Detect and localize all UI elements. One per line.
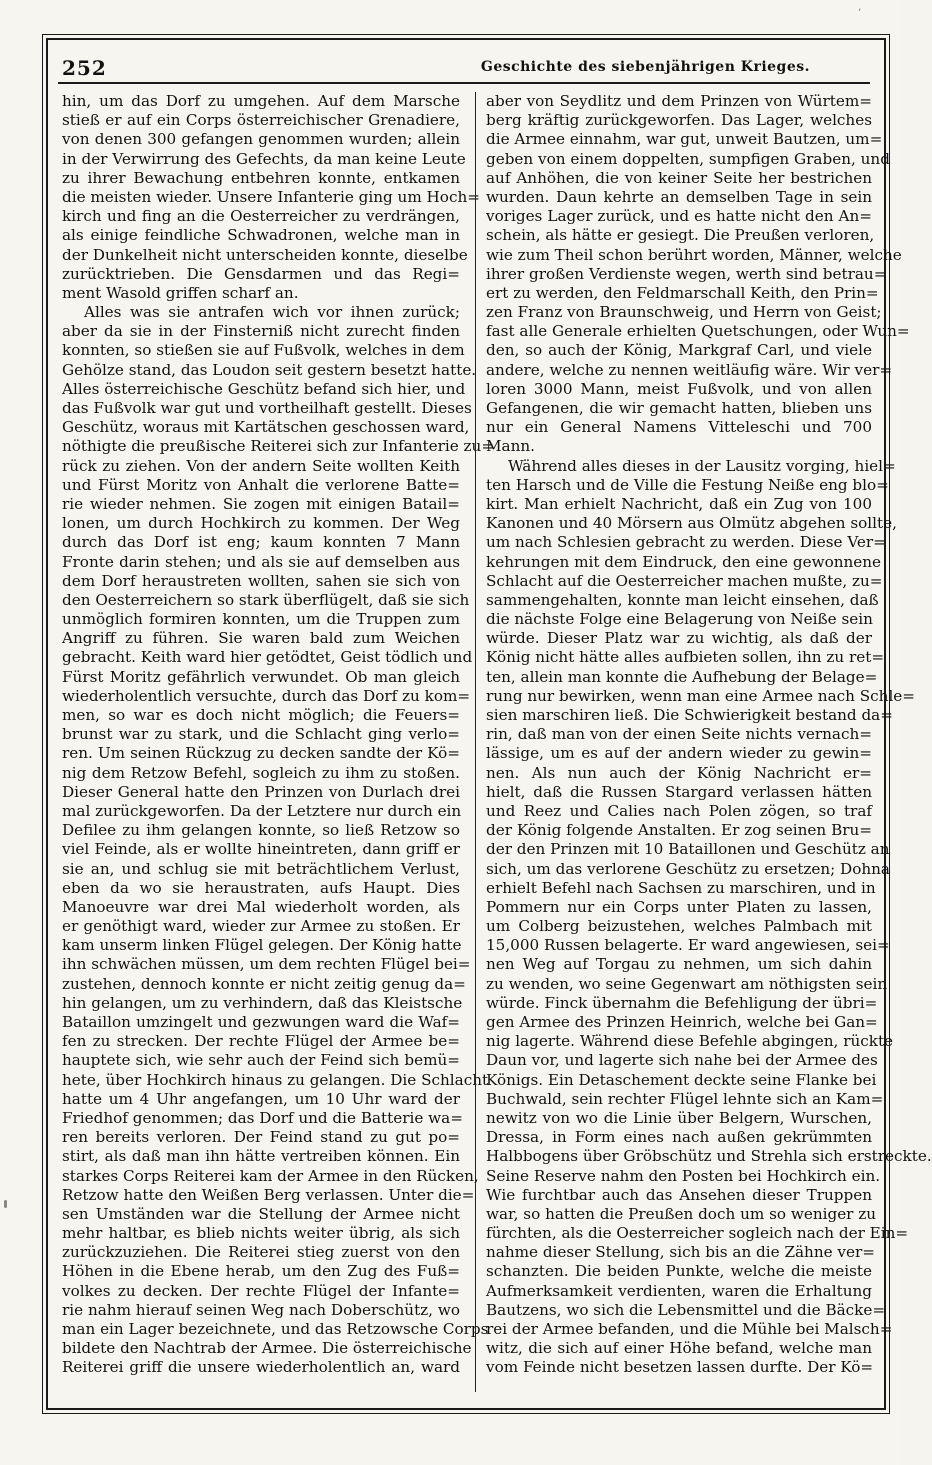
text-line: die Armee einnahm, war gut, unweit Bautzen, um= bbox=[486, 130, 883, 149]
text-line: sen Umständen war die Stellung der Armee nicht bbox=[62, 1204, 460, 1223]
text-line: der den Prinzen mit 10 Bataillonen und Geschütz an bbox=[486, 840, 890, 859]
text-line: geben von einem doppelten, sumpfigen Graben, und bbox=[486, 149, 890, 168]
text-line: rie wieder nehmen. Sie zogen mit einigen Batail= bbox=[62, 494, 460, 513]
running-title: Geschichte des siebenjährigen Krieges. bbox=[480, 59, 810, 75]
text-line: viel Feinde, als er wollte hineintreten, dann griff er bbox=[62, 840, 460, 859]
text-line: unmöglich formiren konnten, um die Truppen zum bbox=[62, 610, 460, 629]
text-line: das Fußvolk war gut und vortheilhaft gestellt. Dieses bbox=[62, 399, 472, 417]
text-line: Schlacht auf die Oesterreicher machen mußte, zu= bbox=[486, 571, 883, 590]
text-line: Halbbogens über Gröbschütz und Strehla sich erstreckte. bbox=[486, 1147, 932, 1166]
text-line: Angriff zu führen. Sie waren bald zum Weichen bbox=[62, 629, 460, 648]
text-line: hielt, daß die Russen Stargard verlassen hätten bbox=[486, 782, 872, 801]
text-line: nen. Als nun auch der König Nachricht er= bbox=[486, 763, 872, 782]
text-line: wurden. Daun kehrte an demselben Tage in sein bbox=[486, 187, 872, 206]
text-line: der König folgende Anstalten. Er zog seinen Bru= bbox=[486, 821, 872, 840]
text-line: ert zu werden, den Feldmarschall Keith, den Prin= bbox=[486, 283, 879, 302]
text-line: Gehölze stand, das Loudon seit gestern besetzt hatte. bbox=[62, 360, 477, 379]
text-line: Friedhof genommen; das Dorf und die Batterie wa= bbox=[62, 1108, 463, 1127]
text-line: rie nahm hierauf seinen Weg nach Doberschütz, wo bbox=[62, 1300, 460, 1319]
corner-mark: ’ bbox=[858, 8, 862, 19]
text-line: hauptete sich, wie sehr auch der Feind sich bemü= bbox=[62, 1051, 460, 1070]
text-line: fast alle Generale erhielten Quetschungen, oder Wun= bbox=[486, 322, 910, 341]
text-columns bbox=[56, 92, 932, 1392]
page-header bbox=[58, 50, 870, 84]
text-line: schanzten. Die beiden Punkte, welche die meiste bbox=[486, 1262, 872, 1281]
text-line: zurückzuziehen. Die Reiterei stieg zuerst von den bbox=[62, 1243, 460, 1262]
right-column bbox=[486, 92, 932, 1392]
text-line: zu wenden, wo seine Gegenwart am nöthigsten sein bbox=[486, 974, 888, 993]
text-line: volkes zu decken. Der rechte Flügel der Infante= bbox=[62, 1281, 460, 1300]
text-line: berg kräftig zurückgeworfen. Das Lager, welches bbox=[486, 111, 872, 130]
text-line: Gefangenen, die wir gemacht hatten, blieben uns bbox=[486, 399, 872, 417]
text-line: sien marschiren ließ. Die Schwierigkeit bestand da= bbox=[486, 706, 893, 724]
text-line: zustehen, dennoch konnte er nicht zeitig genug da= bbox=[62, 974, 466, 993]
text-line: Kanonen und 40 Mörsern aus Olmütz abgehen sollte, bbox=[486, 514, 897, 533]
text-line: lässige, um es auf der andern wieder zu gewin= bbox=[486, 744, 872, 763]
text-line: ihrer großen Verdienste wegen, werth sind betrau= bbox=[486, 264, 887, 283]
text-line: durch das Dorf ist eng; kaum konnten 7 Mann bbox=[62, 533, 460, 552]
text-line: 15,000 Russen belagerte. Er ward angewiesen, sei= bbox=[486, 936, 890, 955]
text-line: Retzow hatte den Weißen Berg verlassen. Unter die= bbox=[62, 1185, 475, 1204]
left-column bbox=[62, 92, 495, 1392]
text-line: stieß er auf ein Corps österreichischer Grenadiere, bbox=[62, 111, 460, 130]
text-line: kirch und fing an die Oesterreicher zu verdrängen, bbox=[62, 207, 460, 226]
text-line: loren 3000 Mann, meist Fußvolk, und von allen bbox=[486, 379, 872, 398]
text-line: Mann. bbox=[486, 437, 535, 456]
text-line: nöthigte die preußische Reiterei sich zur Infanterie zu= bbox=[62, 437, 495, 456]
text-line: als einige feindliche Schwadronen, welche man in bbox=[62, 226, 460, 245]
text-line: auf Anhöhen, die von keiner Seite her bestrichen bbox=[486, 168, 872, 187]
text-line: Während alles dieses in der Lausitz vorging, hiel= bbox=[508, 456, 896, 475]
text-line: witz, die sich auf einer Höhe befand, welche man bbox=[486, 1339, 872, 1358]
text-line: Buchwald, sein rechter Flügel lehnte sich an Kam= bbox=[486, 1089, 884, 1108]
text-line: Defilee zu ihm gelangen konnte, so ließ Retzow so bbox=[62, 821, 460, 840]
text-line: mehr haltbar, es blieb nichts weiter übrig, als sich bbox=[62, 1224, 460, 1243]
text-line: König nicht hätte alles aufbieten sollen, ihn zu ret= bbox=[486, 648, 885, 667]
text-line: men, so war es doch nicht möglich; die Feuers= bbox=[62, 706, 460, 724]
text-line: kirt. Man erhielt Nachricht, daß ein Zug von 100 bbox=[486, 494, 872, 513]
text-line: starkes Corps Reiterei kam der Armee in den Rücken, bbox=[62, 1166, 479, 1185]
text-line: ren. Um seinen Rückzug zu decken sandte der Kö= bbox=[62, 744, 460, 763]
edge-mark bbox=[4, 1200, 7, 1208]
text-line: dem Dorf heraustreten wollten, sahen sie sich von bbox=[62, 571, 460, 590]
text-line: den Oesterreichern so stark überflügelt, daß sie sich bbox=[62, 590, 470, 609]
text-line: Reiterei griff die unsere wiederholentlich an, ward bbox=[62, 1358, 460, 1377]
text-line: brunst war zu stark, und die Schlacht ging verlo= bbox=[62, 725, 460, 744]
text-line: Dressa, in Form eines nach außen gekrümmten bbox=[486, 1128, 872, 1147]
text-line: von denen 300 gefangen genommen wurden; allein bbox=[62, 130, 460, 149]
text-line: hete, über Hochkirch hinaus zu gelangen. Die Schlacht bbox=[62, 1070, 489, 1089]
text-line: zu ihrer Bewachung entbehren konnte, entkamen bbox=[62, 168, 460, 187]
text-line: die meisten wieder. Unsere Infanterie ging um Hoch= bbox=[62, 187, 480, 206]
text-line: aber von Seydlitz und dem Prinzen von Würtem= bbox=[486, 92, 872, 110]
text-line: lonen, um durch Hochkirch zu kommen. Der Weg bbox=[62, 514, 460, 533]
text-line: ihn schwächen müssen, um dem rechten Flügel bei= bbox=[62, 955, 471, 974]
text-line: Geschütz, woraus mit Kartätschen geschossen ward, bbox=[62, 418, 470, 437]
text-line: zurücktrieben. Die Gensdarmen und das Regi= bbox=[62, 264, 460, 283]
text-line: voriges Lager zurück, und es hatte nicht den An= bbox=[486, 207, 872, 226]
text-line: gebracht. Keith ward hier getödtet, Geist tödlich und bbox=[62, 648, 473, 667]
text-line: war, so hatten die Preußen doch um so weniger zu bbox=[486, 1204, 877, 1223]
text-line: rei der Armee befanden, und die Mühle bei Malsch= bbox=[486, 1320, 893, 1338]
text-line: hin, um das Dorf zu umgehen. Auf dem Marsche bbox=[62, 92, 460, 110]
text-line: ren bereits verloren. Der Feind stand zu gut po= bbox=[62, 1128, 460, 1147]
text-line: Höhen in die Ebene herab, um den Zug des Fuß= bbox=[62, 1262, 460, 1281]
text-line: der Dunkelheit nicht unterscheiden konnte, dieselbe bbox=[62, 245, 468, 264]
text-line: vom Feinde nicht besetzen lassen durfte. Der Kö= bbox=[486, 1358, 874, 1377]
text-line: Aufmerksamkeit verdienten, waren die Erhaltung bbox=[486, 1281, 872, 1300]
text-line: Pommern nur ein Corps unter Platen zu lassen, bbox=[486, 897, 872, 916]
text-line: fürchten, als die Oesterreicher sogleich nach der Ein= bbox=[486, 1224, 909, 1243]
text-line: aber da sie in der Finsterniß nicht zurecht finden bbox=[62, 322, 460, 341]
text-line: hin gelangen, um zu verhindern, daß das Kleistsche bbox=[62, 993, 463, 1012]
text-line: bildete den Nachtrab der Armee. Die österreichische bbox=[62, 1339, 472, 1358]
text-line: sich, um das verlorene Geschütz zu ersetzen; Dohna bbox=[486, 859, 890, 878]
text-line: Alles österreichische Geschütz befand sich hier, und bbox=[62, 379, 466, 398]
text-line: Alles was sie antrafen wich vor ihnen zurück; bbox=[84, 303, 460, 322]
text-line: nur ein General Namens Vitteleschi und 700 bbox=[486, 418, 872, 437]
text-line: kehrungen mit dem Eindruck, den eine gewonnene bbox=[486, 552, 882, 571]
text-line: ten Harsch und de Ville die Festung Neiße eng blo= bbox=[486, 475, 889, 494]
text-line: rin, daß man von der einen Seite nichts vernach= bbox=[486, 725, 872, 744]
text-line: Dieser General hatte den Prinzen von Durlach drei bbox=[62, 782, 460, 801]
text-line: nig lagerte. Während diese Befehle abgingen, rückte bbox=[486, 1032, 894, 1051]
text-line: schein, als hätte er gesiegt. Die Preußen verloren, bbox=[486, 226, 875, 245]
text-line: Bautzens, wo sich die Lebensmittel und die Bäcke= bbox=[486, 1300, 886, 1319]
text-line: würde. Finck übernahm die Befehligung der übri= bbox=[486, 993, 878, 1012]
text-line: konnten, so stießen sie auf Fußvolk, welches in dem bbox=[62, 341, 465, 360]
text-line: newitz von wo die Linie über Belgern, Wurschen, bbox=[486, 1108, 872, 1127]
text-line: in der Verwirrung des Gefechts, da man keine Leute bbox=[62, 149, 466, 168]
text-line: nig dem Retzow Befehl, sogleich zu ihm zu stoßen. bbox=[62, 763, 460, 782]
text-line: fen zu strecken. Der rechte Flügel der Armee be= bbox=[62, 1032, 460, 1051]
text-line: Bataillon umzingelt und gezwungen ward die Waf= bbox=[62, 1013, 460, 1031]
text-line: wiederholentlich versuchte, durch das Dorf zu kom= bbox=[62, 686, 471, 705]
text-line: eben da wo sie heraustraten, aufs Haupt. Dies bbox=[62, 878, 460, 897]
text-line: kam unserm linken Flügel gelegen. Der König hatte bbox=[62, 936, 462, 955]
text-line: rück zu ziehen. Von der andern Seite wollten Keith bbox=[62, 456, 460, 475]
text-line: Fürst Moritz gefährlich verwundet. Ob man gleich bbox=[62, 667, 460, 686]
column-divider bbox=[475, 92, 476, 1392]
text-line: sammengehalten, konnte man leicht einsehen, daß bbox=[486, 590, 879, 609]
text-line: und Reez und Calies nach Polen zögen, so traf bbox=[486, 801, 872, 820]
text-line: nahme dieser Stellung, sich bis an die Zähne ver= bbox=[486, 1243, 875, 1262]
text-line: nen Weg auf Torgau zu nehmen, um sich dahin bbox=[486, 955, 872, 974]
text-line: ten, allein man konnte die Aufhebung der Belage= bbox=[486, 667, 878, 686]
text-line: die nächste Folge eine Belagerung von Neiße sein bbox=[486, 610, 873, 629]
text-line: mal zurückgeworfen. Da der Letztere nur durch ein bbox=[62, 801, 462, 820]
text-line: zen Franz von Braunschweig, und Herrn von Geist; bbox=[486, 303, 882, 322]
text-line: stirt, als daß man ihn hätte vertreiben können. Ein bbox=[62, 1147, 460, 1166]
text-line: gen Armee des Prinzen Heinrich, welche bei Gan= bbox=[486, 1013, 878, 1031]
text-line: Daun vor, und lagerte sich nahe bei der Armee des bbox=[486, 1051, 878, 1070]
text-line: Manoeuvre war drei Mal wiederholt worden, als bbox=[62, 897, 460, 916]
text-line: hatte um 4 Uhr angefangen, um 10 Uhr ward der bbox=[62, 1089, 460, 1108]
page-number: 252 bbox=[62, 56, 107, 80]
text-line: andere, welche zu nennen weitläufig wäre. Wir ver= bbox=[486, 360, 893, 379]
text-line: man ein Lager bezeichnete, und das Retzowsche Corps bbox=[62, 1320, 489, 1338]
text-line: ment Wasold griffen scharf an. bbox=[62, 283, 299, 302]
text-line: um Colberg beizustehen, welches Palmbach mit bbox=[486, 917, 872, 936]
text-line: rung nur bewirken, wenn man eine Armee nach Schle= bbox=[486, 686, 916, 705]
text-line: Königs. Ein Detaschement deckte seine Flanke bei bbox=[486, 1070, 877, 1089]
text-line: Fronte darin stehen; und als sie auf demselben aus bbox=[62, 552, 460, 571]
text-line: um nach Schlesien gebracht zu werden. Diese Ver= bbox=[486, 533, 886, 552]
text-line: den, so auch der König, Markgraf Carl, und viele bbox=[486, 341, 872, 360]
text-line: wie zum Theil schon berührt worden, Männer, welche bbox=[486, 245, 902, 264]
text-line: und Fürst Moritz von Anhalt die verlorene Batte= bbox=[62, 475, 460, 494]
text-line: sie an, und schlug sie mit beträchtlichem Verlust, bbox=[62, 859, 460, 878]
text-line: er genöthigt ward, wieder zur Armee zu stoßen. Er bbox=[62, 917, 460, 936]
text-line: würde. Dieser Platz war zu wichtig, als daß der bbox=[486, 629, 872, 648]
text-line: erhielt Befehl nach Sachsen zu marschiren, und in bbox=[486, 878, 876, 897]
text-line: Wie furchtbar auch das Ansehen dieser Truppen bbox=[486, 1185, 872, 1204]
text-line: Seine Reserve nahm den Posten bei Hochkirch ein. bbox=[486, 1166, 881, 1185]
